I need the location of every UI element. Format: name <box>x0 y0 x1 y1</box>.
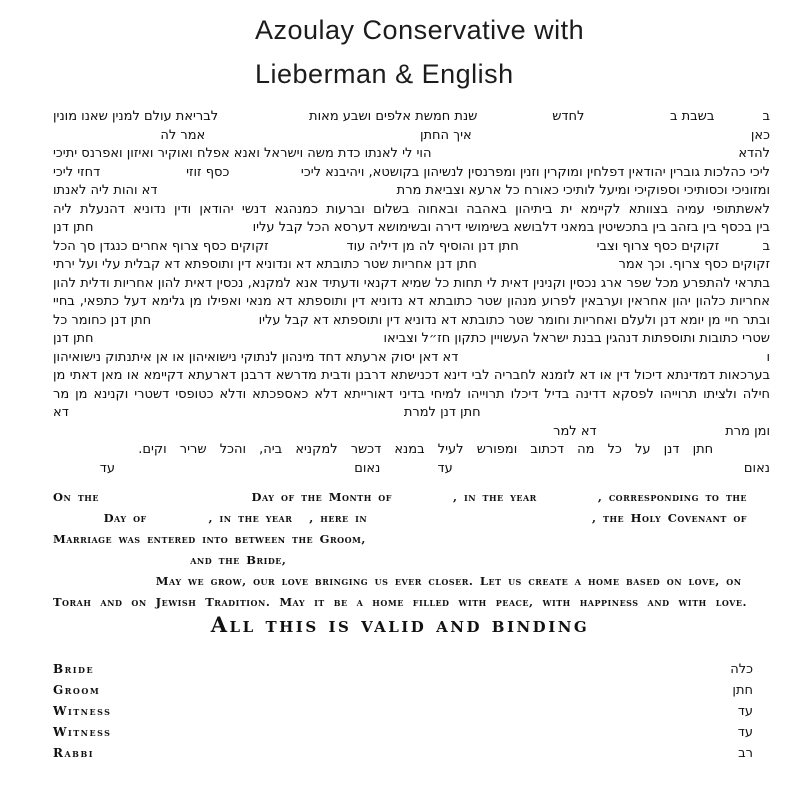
english-segment: On the <box>53 490 99 504</box>
hebrew-line <box>53 404 770 423</box>
hebrew-line <box>53 238 770 257</box>
signature-label-english: Witness <box>53 725 112 739</box>
hebrew-line: חילה ולציתו תרוייהו לפסקא דדינה בדיל דיכלו תרוייהו למיחי בדיני דאורייתא דלא כאספכתא ודלא כטופסי דשטרי וקנינא מן מר <box>53 386 770 402</box>
hebrew-segment: ובתר חיי מן יומא דנן ולעלם ואחריות וחומר שטר כתובתא דא נדוניא דין ותוספתא דא קבל עליו <box>258 312 770 328</box>
english-segment: and the Bride, <box>190 553 287 567</box>
signature-label-english: Witness <box>53 704 112 718</box>
english-line <box>53 487 747 508</box>
hebrew-line <box>53 312 770 331</box>
hebrew-segment: כאן <box>750 127 770 143</box>
english-line <box>53 550 747 571</box>
english-segment: , in the year <box>452 490 537 504</box>
hebrew-line <box>53 219 770 238</box>
english-segment: Day of <box>103 511 147 525</box>
hebrew-segment: חתן דנן למרת <box>403 405 481 420</box>
signature-label-english: Rabbi <box>53 746 94 760</box>
hebrew-segment: הוי לי לאנתו כדת משה וישראל ואנא אפלח ואוקיר ואיזון ואפרנס יתיכי <box>53 146 432 161</box>
english-line <box>53 571 747 592</box>
hebrew-line: אחריות כלהון יהון אחראין וערבאין לפרוע מנהון שטר כתובתא דא נדוניא דין ותוספתא דא מנאי ואפילו מן גלימא דעל כתפאי, בחיי <box>53 294 770 309</box>
signature-row <box>53 743 753 764</box>
hebrew-segment: שנת חמשת אלפים ושבע מאות <box>309 109 478 124</box>
english-segment: Marriage was entered into between the Groom, <box>53 532 366 546</box>
hebrew-segment: ומזוניכי וכסותיכי וספוקיכי ומיעל לותיכי כאורח כל ארעא וצביאת מרת <box>396 183 770 198</box>
signature-label-hebrew: חתן <box>732 683 753 698</box>
hebrew-line <box>53 108 770 127</box>
english-segment: Day of the Month of <box>251 490 392 504</box>
signature-label-hebrew: כלה <box>730 662 753 677</box>
hebrew-segment: נאום <box>743 460 770 476</box>
hebrew-segment: חתן דנן <box>53 331 94 346</box>
hebrew-segment: דא והות ליה לאנתו <box>53 183 158 198</box>
hebrew-segment: נאום <box>354 460 381 476</box>
signature-row <box>53 701 753 722</box>
hebrew-line <box>53 145 770 164</box>
hebrew-segment: להדא <box>738 146 770 161</box>
hebrew-segment: דא דאן יסוק ארעתא דחד מינהון לנתוקי נישואיהון או אן איתנתוק נישואיהון <box>53 349 459 365</box>
title-line-2: Lieberman & English <box>255 59 514 89</box>
hebrew-segment: ומן מרת <box>725 423 770 439</box>
hebrew-text-block <box>53 108 770 478</box>
hebrew-line <box>53 423 770 442</box>
hebrew-segment: בשבת ב <box>669 109 715 124</box>
signature-label-english: Bride <box>53 662 95 676</box>
hebrew-line <box>53 441 770 460</box>
hebrew-line <box>53 460 770 479</box>
hebrew-segment: ליכי כהלכות גוברין יהודאין דפלחין ומוקרין וזנין ומפרנסין לנשיהון בקושטא, ויהיבנא ליכי <box>300 164 770 180</box>
english-segment: May we grow, our love bringing us ever closer. Let us create a home based on love, on <box>155 574 742 588</box>
hebrew-segment: חתן דנן אחריות שטר כתובתא דא ונדוניא דין ותוספתא דא קבלית עלי ועל ירתי <box>53 257 477 272</box>
hebrew-segment: ב <box>762 109 770 124</box>
english-line <box>53 529 747 550</box>
validity-heading: All this is valid and binding <box>210 612 590 637</box>
hebrew-segment: דא למר <box>553 423 597 439</box>
english-segment: , the Holy Covenant of <box>591 511 747 525</box>
hebrew-line <box>53 182 770 201</box>
signature-row <box>53 722 753 743</box>
hebrew-segment: עד <box>437 460 453 476</box>
hebrew-segment: שטרי כתובות ותוספתות דנהגין בבנת ישראל העשויין כתקון חז״ל וצביאו <box>383 331 770 346</box>
hebrew-segment: כסף זוזי <box>186 164 230 180</box>
hebrew-segment: לבריאת עולם למנין שאנו מונין <box>53 109 219 124</box>
english-text-block <box>53 487 747 613</box>
hebrew-line: לאשתתופי עמיה בצוותא לקיימא ית ביתיהון באהבה ובאחוה בשלום וברעות כמנהגא דנשי יהודאן ודין נדוניא דהנעלת ליה <box>53 201 770 217</box>
signature-label-hebrew: עד <box>737 704 753 719</box>
hebrew-segment: בין בכסף בין בזהב בין בתכשיטין במאני דלבושא בשימושי דירה ובשימושא דערסא הכל קבל עליו <box>252 220 770 235</box>
hebrew-segment: לחדש <box>552 109 585 124</box>
hebrew-segment: איך החתן <box>419 127 472 143</box>
signature-label-english: Groom <box>53 683 101 697</box>
hebrew-segment: זקוקים כסף צרוף וצבי <box>596 238 720 254</box>
hebrew-line <box>53 256 770 275</box>
hebrew-segment: זקוקים כסף צרוף אחרים כנגדן סך הכל <box>53 238 269 254</box>
signature-label-hebrew: עד <box>737 725 753 740</box>
english-line: Torah and on Jewish Tradition. May it be a home filled with peace, with happiness and with love. <box>53 595 747 609</box>
hebrew-line <box>53 330 770 349</box>
signature-block <box>53 659 753 764</box>
signature-row <box>53 659 753 680</box>
hebrew-segment: אמר לה <box>160 127 206 143</box>
english-line <box>53 508 747 529</box>
hebrew-segment: חתן דנן על כל מה דכתוב ומפורש לעיל במנא דכשר למקניא ביה, והכל שריר וקים. <box>138 442 714 457</box>
ketubah-title <box>255 8 584 96</box>
signature-row <box>53 680 753 701</box>
hebrew-line <box>53 349 770 368</box>
hebrew-line <box>53 164 770 183</box>
hebrew-segment: עד <box>99 460 116 476</box>
hebrew-segment: ו <box>766 349 770 365</box>
hebrew-line: בתראי להתפרע מכל שפר ארג נכסין וקנינין דאית לי תחות כל שמיא דקנאי ודעתיד אנא למקנא, נכסין דאית להון אחריות ודלית להון <box>53 275 770 291</box>
signature-label-hebrew: רב <box>738 746 753 761</box>
hebrew-segment: דחזי ליכי <box>53 164 101 180</box>
hebrew-segment: דא <box>53 405 69 420</box>
english-segment: , here in <box>309 511 368 525</box>
hebrew-segment: ב <box>762 238 770 254</box>
title-line-1: Azoulay Conservative with <box>255 15 585 45</box>
hebrew-segment: חתן דנן כחומר כל <box>53 312 152 328</box>
english-segment: , in the year <box>208 511 293 525</box>
english-segment: , corresponding to the <box>597 490 747 504</box>
hebrew-segment: זקוקים כסף צרוף. וכך אמר <box>618 257 770 272</box>
hebrew-line: בערכאות דמדינתא דיכול דין או דא לזמנא לחבריה לבי דינא דכנישתא דרבנן ודבית מדרשא דרבנן דארעתא דקיימא או מאן דאתי מן <box>53 368 770 383</box>
hebrew-segment: חתן דנן והוסיף לה מן דיליה עוד <box>346 238 519 254</box>
hebrew-line <box>53 127 770 146</box>
hebrew-segment: חתן דנן <box>53 220 94 235</box>
